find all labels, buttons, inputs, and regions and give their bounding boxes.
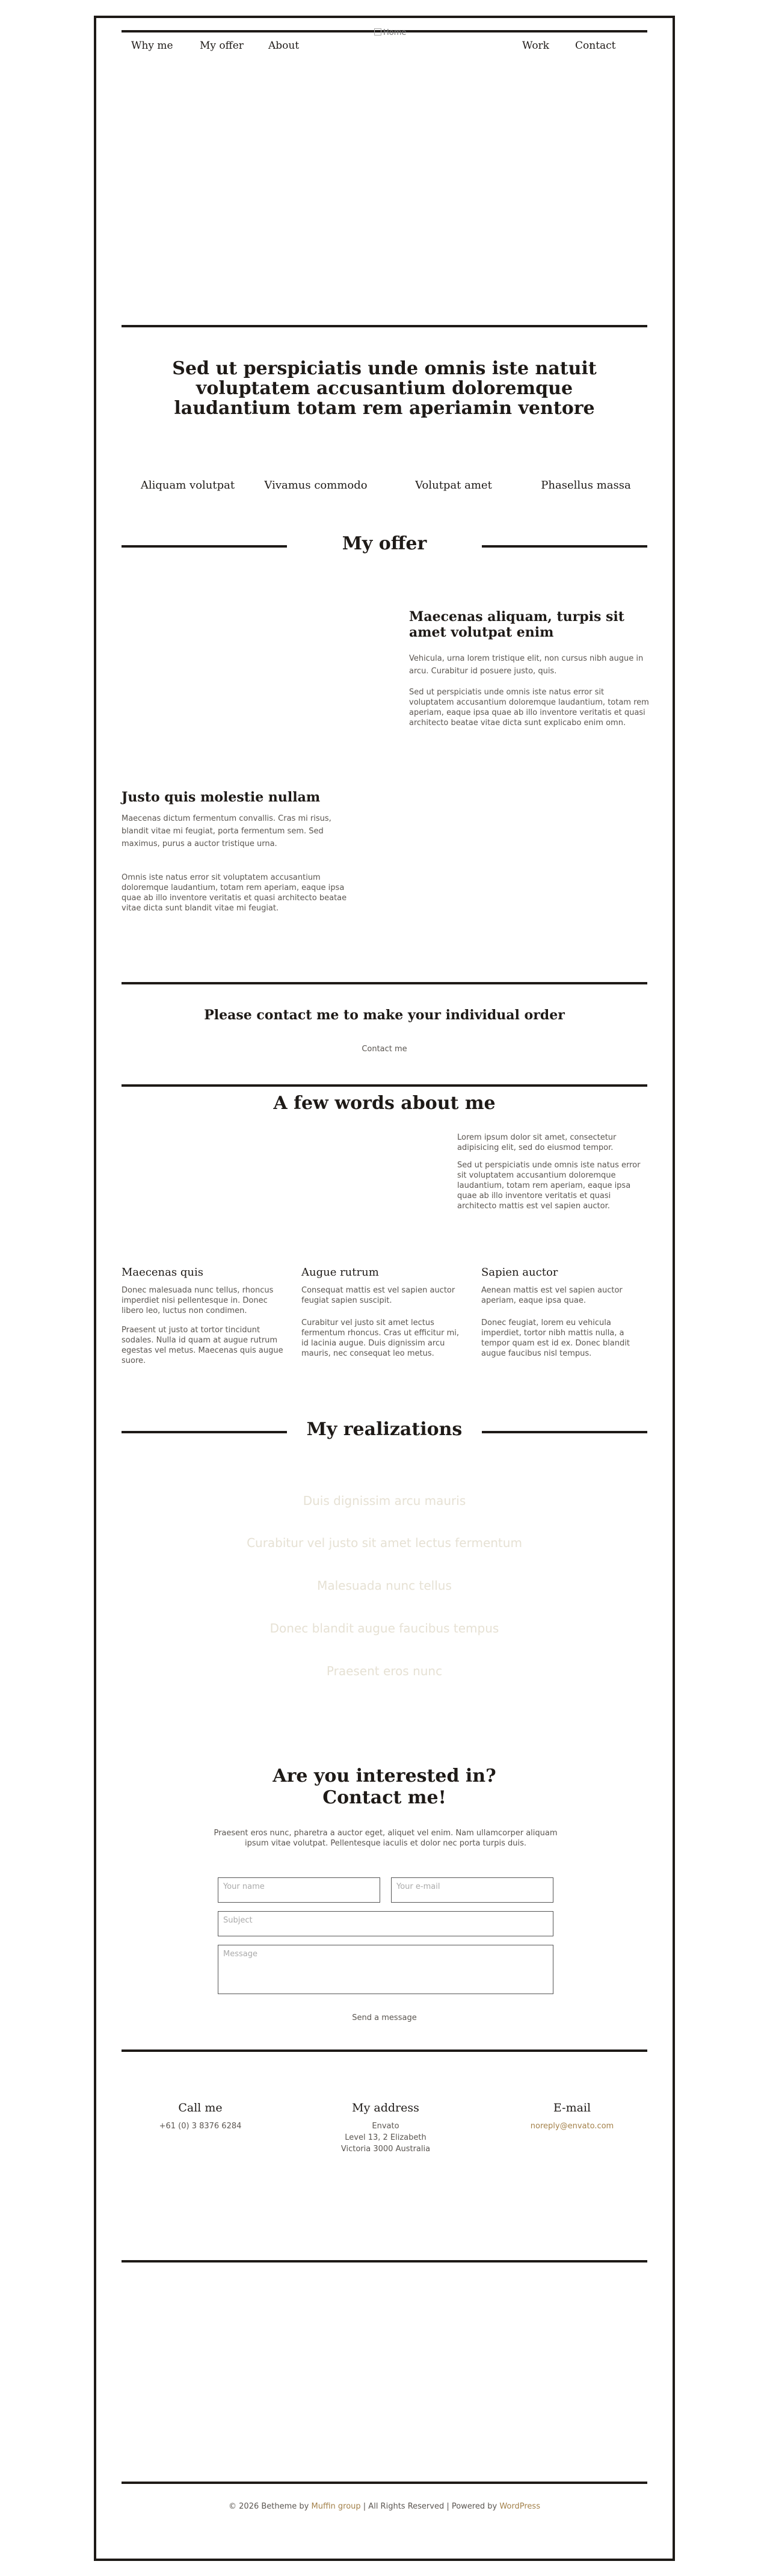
copyright-prefix: © 2026 Betheme by bbox=[229, 2502, 309, 2511]
feature-item: Volutpat amet bbox=[415, 479, 492, 492]
feature-item: Vivamus commodo bbox=[264, 479, 368, 492]
nav-my-offer[interactable]: My offer bbox=[200, 40, 244, 52]
offer-block2-text: Maecenas dictum fermentum convallis. Cras mi risus, blandit vitae mi feugiat, porta fermentum sem. Sed maximus, purus a auctor tristique urna. bbox=[122, 814, 331, 848]
offer-block1-text: Vehicula, urna lorem tristique elit, non cursus nibh augue in arcu. Curabitur id posuere justo, quis. bbox=[409, 654, 644, 676]
realization-item[interactable]: Curabitur vel justo sit amet lectus fermentum bbox=[247, 1536, 522, 1550]
cta-top-rule bbox=[122, 982, 647, 984]
feature-item: Aliquam volutpat bbox=[140, 479, 235, 492]
main-nav bbox=[122, 40, 647, 55]
contact-intro: Praesent eros nunc, pharetra a auctor eget, aliquet vel enim. Nam ullamcorper aliquam ipsum vitae volutpat. Pellentesque iaculis et dolor nec porta turpis duis. bbox=[214, 1829, 558, 1848]
cta-bottom-rule bbox=[122, 1084, 647, 1087]
call-heading: Call me bbox=[178, 2101, 223, 2114]
site-logo[interactable] bbox=[374, 28, 406, 37]
copyright bbox=[122, 2502, 647, 2511]
about-col-text: Donec malesuada nunc tellus, rhoncus imperdiet nisi pellentesque in. Donec libero leo, luctus non condimen. bbox=[122, 1286, 274, 1315]
offer-block2-heading: Justo quis molestie nullam bbox=[122, 789, 321, 805]
wordpress-link[interactable]: WordPress bbox=[499, 2502, 540, 2511]
address-line: Envato bbox=[372, 2122, 399, 2131]
name-input[interactable]: Your name bbox=[218, 1877, 380, 1903]
subject-input[interactable]: Subject bbox=[218, 1911, 553, 1936]
address-line: Level 13, 2 Elizabeth bbox=[345, 2133, 427, 2142]
feature-item: Phasellus massa bbox=[541, 479, 631, 492]
info-top-rule bbox=[122, 2049, 647, 2052]
page-content bbox=[122, 18, 647, 2559]
address-line: Victoria 3000 Australia bbox=[340, 2145, 431, 2154]
about-col-text: Donec feugiat, lorem eu vehicula imperdiet, tortor nibh mattis nulla, a tempor quam est id ex. Donec blandit augue faucibus nisl tempus. bbox=[481, 1318, 630, 1358]
hero-rule bbox=[122, 325, 647, 327]
offer-block1-heading: Maecenas aliquam, turpis sit amet volutpat enim bbox=[409, 609, 624, 640]
contact-me-link[interactable]: Contact me bbox=[362, 1045, 407, 1054]
offer-block2-text: Omnis iste natus error sit voluptatem accusantium doloremque laudantium, totam rem aperiam, eaque ipsa quae ab illo inventore veritatis et quasi architecto beatae vitae dicta sunt blandit vitae mi feugiat. bbox=[122, 873, 347, 913]
offer-title: My offer bbox=[342, 533, 427, 554]
page-frame bbox=[94, 16, 675, 2561]
realizations-title: My realizations bbox=[306, 1419, 463, 1440]
about-intro-text: Lorem ipsum dolor sit amet, consectetur adipisicing elit, sed do eiusmod tempor. bbox=[457, 1133, 617, 1152]
email-link[interactable]: noreply@envato.com bbox=[530, 2122, 614, 2131]
nav-about[interactable]: About bbox=[268, 40, 300, 52]
send-message-button[interactable]: Send a message bbox=[352, 2013, 417, 2022]
logo-alt-text: Home bbox=[383, 28, 407, 37]
contact-title-line1: Are you interested in? bbox=[273, 1765, 496, 1787]
about-col-text: Curabitur vel justo sit amet lectus fermentum rhoncus. Cras ut efficitur mi, id lacinia augue. Duis dignissim arcu mauris, nec consequat leo metus. bbox=[301, 1318, 460, 1358]
about-col-heading: Sapien auctor bbox=[481, 1266, 558, 1279]
email-heading: E-mail bbox=[553, 2101, 591, 2114]
realization-item[interactable]: Praesent eros nunc bbox=[326, 1664, 443, 1678]
realization-item[interactable]: Donec blandit augue faucibus tempus bbox=[270, 1621, 499, 1635]
nav-work[interactable]: Work bbox=[522, 40, 549, 52]
nav-contact[interactable]: Contact bbox=[575, 40, 616, 52]
about-title: A few words about me bbox=[273, 1093, 496, 1114]
contact-title bbox=[122, 1765, 647, 1809]
offer-block1-text: Sed ut perspiciatis unde omnis iste natus error sit voluptatem accusantium doloremque laudantium, totam rem aperiam, eaque ipsa quae ab illo inventore veritatis et quasi architecto beatae vitae dicta sunt explicabo enim omn. bbox=[409, 688, 649, 727]
footer-bottom-rule bbox=[122, 2482, 647, 2484]
about-col-text: Consequat mattis est vel sapien auctor feugiat sapien suscipit. bbox=[301, 1286, 455, 1305]
about-col-text: Aenean mattis est vel sapien auctor aperiam, eaque ipsa quae. bbox=[481, 1286, 623, 1305]
broken-image-icon bbox=[374, 28, 381, 36]
muffin-group-link[interactable]: Muffin group bbox=[311, 2502, 361, 2511]
realization-item[interactable]: Duis dignissim arcu mauris bbox=[303, 1493, 466, 1508]
phone-number[interactable]: +61 (0) 3 8376 6284 bbox=[159, 2122, 242, 2131]
about-text: Sed ut perspiciatis unde omnis iste natus error sit voluptatem accusantium doloremque laudantium, totam rem aperiam, eaque ipsa quae ab illo inventore veritatis et quasi architecto mattis est vel sapien auctor. bbox=[457, 1161, 641, 1211]
hero-title: Sed ut perspiciatis unde omnis iste natuit voluptatem accusantium doloremque laudantium totam rem aperiamin ventore bbox=[172, 358, 597, 419]
contact-title-line2: Contact me! bbox=[322, 1787, 446, 1808]
address-heading: My address bbox=[352, 2101, 419, 2114]
realization-item[interactable]: Malesuada nunc tellus bbox=[317, 1578, 452, 1593]
about-col-text: Praesent ut justo at tortor tincidunt sodales. Nulla id quam at augue rutrum egestas vel metus. Maecenas quis augue suore. bbox=[122, 1326, 283, 1365]
message-textarea[interactable]: Message bbox=[218, 1945, 553, 1994]
footer-top-rule bbox=[122, 2260, 647, 2262]
about-col-heading: Maecenas quis bbox=[122, 1266, 203, 1279]
email-input[interactable]: Your e-mail bbox=[391, 1877, 553, 1903]
copyright-middle: | All Rights Reserved | Powered by bbox=[363, 2502, 497, 2511]
about-col-heading: Augue rutrum bbox=[301, 1266, 379, 1279]
nav-why-me[interactable]: Why me bbox=[131, 40, 173, 52]
cta-title: Please contact me to make your individual order bbox=[204, 1007, 565, 1023]
